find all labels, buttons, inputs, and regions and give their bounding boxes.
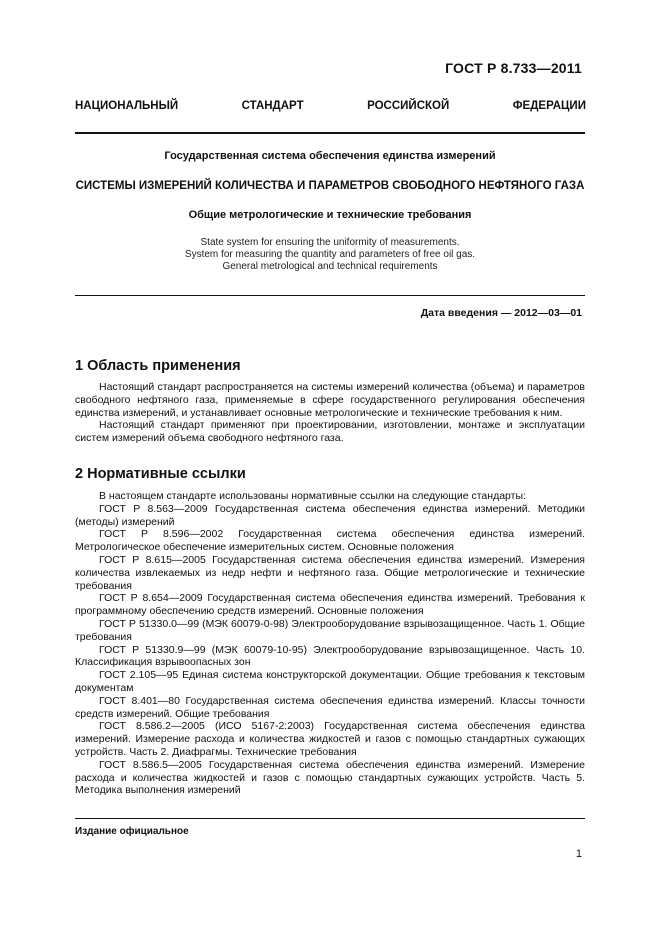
official-edition-label: Издание официальное — [75, 826, 189, 837]
national-standard-banner — [75, 100, 586, 112]
system-title: Государственная система обеспечения единства измерений — [164, 150, 496, 162]
section-1-heading: 1 Область применения — [75, 358, 241, 374]
english-title-line: State system for ensuring the uniformity of measurements. — [200, 237, 460, 248]
reference-item: ГОСТ 2.105—95 Единая система конструкторской документации. Общие требования к текстовым документам — [75, 669, 585, 694]
reference-item: ГОСТ Р 8.615—2005 Государственная система обеспечения единства измерений. Измерения количества извлекаемых из недр нефти и нефтяного газа. Общие метрологические и технические требования — [75, 553, 585, 592]
title-rule — [75, 295, 585, 296]
footer-rule — [75, 818, 585, 819]
reference-item: ГОСТ 8.401—80 Государственная система обеспечения единства измерений. Классы точности средств измерений. Общие требования — [75, 694, 585, 720]
reference-item: ГОСТ Р 51330.9—99 (МЭК 60079-10-95) Электрооборудование взрывозащищенное. Часть 10. Классификация взрывоопасных зон — [75, 643, 585, 669]
paragraph: Настоящий стандарт применяют при проектировании, изготовлении, монтаже и эксплуатации систем измерений объема свободного нефтяного газа. — [75, 419, 585, 445]
page-number: 1 — [575, 848, 582, 860]
reference-item: ГОСТ Р 8.563—2009 Государственная система обеспечения единства измерений. Методики (методы) измерений — [75, 502, 585, 528]
header-rule — [75, 132, 585, 134]
paragraph: В настоящем стандарте использованы нормативные ссылки на следующие стандарты: — [99, 490, 526, 502]
english-title-line: System for measuring the quantity and parameters of free oil gas. — [184, 249, 476, 260]
reference-item: ГОСТ 8.586.5—2005 Государственная система обеспечения единства измерений. Измерение расхода и количества жидкостей и газов с помощью стандартных сужающих устройств. Часть 5. Методика выполнения измерений — [75, 758, 585, 797]
banner-word: РОССИЙСКОЙ — [367, 100, 450, 112]
reference-item: ГОСТ Р 51330.0—99 (МЭК 60079-0-98) Электрооборудование взрывозащищенное. Часть 1. Общие требования — [75, 617, 585, 643]
banner-word: НАЦИОНАЛЬНЫЙ — [75, 100, 179, 112]
reference-item: ГОСТ 8.586.2—2005 (ИСО 5167-2:2003) Государственная система обеспечения единства измерений. Измерение расхода и количества жидкостей и газов с помощью стандартных сужающих устройств. Часть 2. Диафрагмы. Технические требования — [75, 720, 585, 758]
english-title-line: General metrological and technical requirements — [222, 261, 438, 272]
main-title: СИСТЕМЫ ИЗМЕРЕНИЙ КОЛИЧЕСТВА И ПАРАМЕТРОВ СВОБОДНОГО НЕФТЯНОГО ГАЗА — [75, 180, 585, 192]
doc-code: ГОСТ Р 8.733—2011 — [445, 60, 582, 76]
banner-word: ФЕДЕРАЦИИ — [512, 100, 586, 112]
banner-word: СТАНДАРТ — [241, 100, 304, 112]
section-1-body — [75, 381, 585, 445]
reference-item: ГОСТ Р 8.654—2009 Государственная система обеспечения единства измерений. Требования к программному обеспечению средств измерений. Основные положения — [75, 592, 585, 618]
reference-item: ГОСТ Р 8.596—2002 Государственная система обеспечения единства измерений. Метрологическое обеспечение измерительных систем. Основные положения — [75, 528, 585, 554]
introduction-date: Дата введения — 2012—03—01 — [420, 307, 582, 319]
section-2-body — [75, 490, 585, 797]
sub-title: Общие метрологические и технические требования — [188, 209, 472, 221]
section-2-heading: 2 Нормативные ссылки — [75, 466, 246, 482]
english-title — [75, 237, 585, 273]
paragraph: Настоящий стандарт распространяется на системы измерений количества (объема) и параметров свободного нефтяного газа, применяемые в сфере государственного регулирования обеспечения единства измерений, и устанавливает основные метрологические и технические требования к ним. — [75, 381, 585, 419]
